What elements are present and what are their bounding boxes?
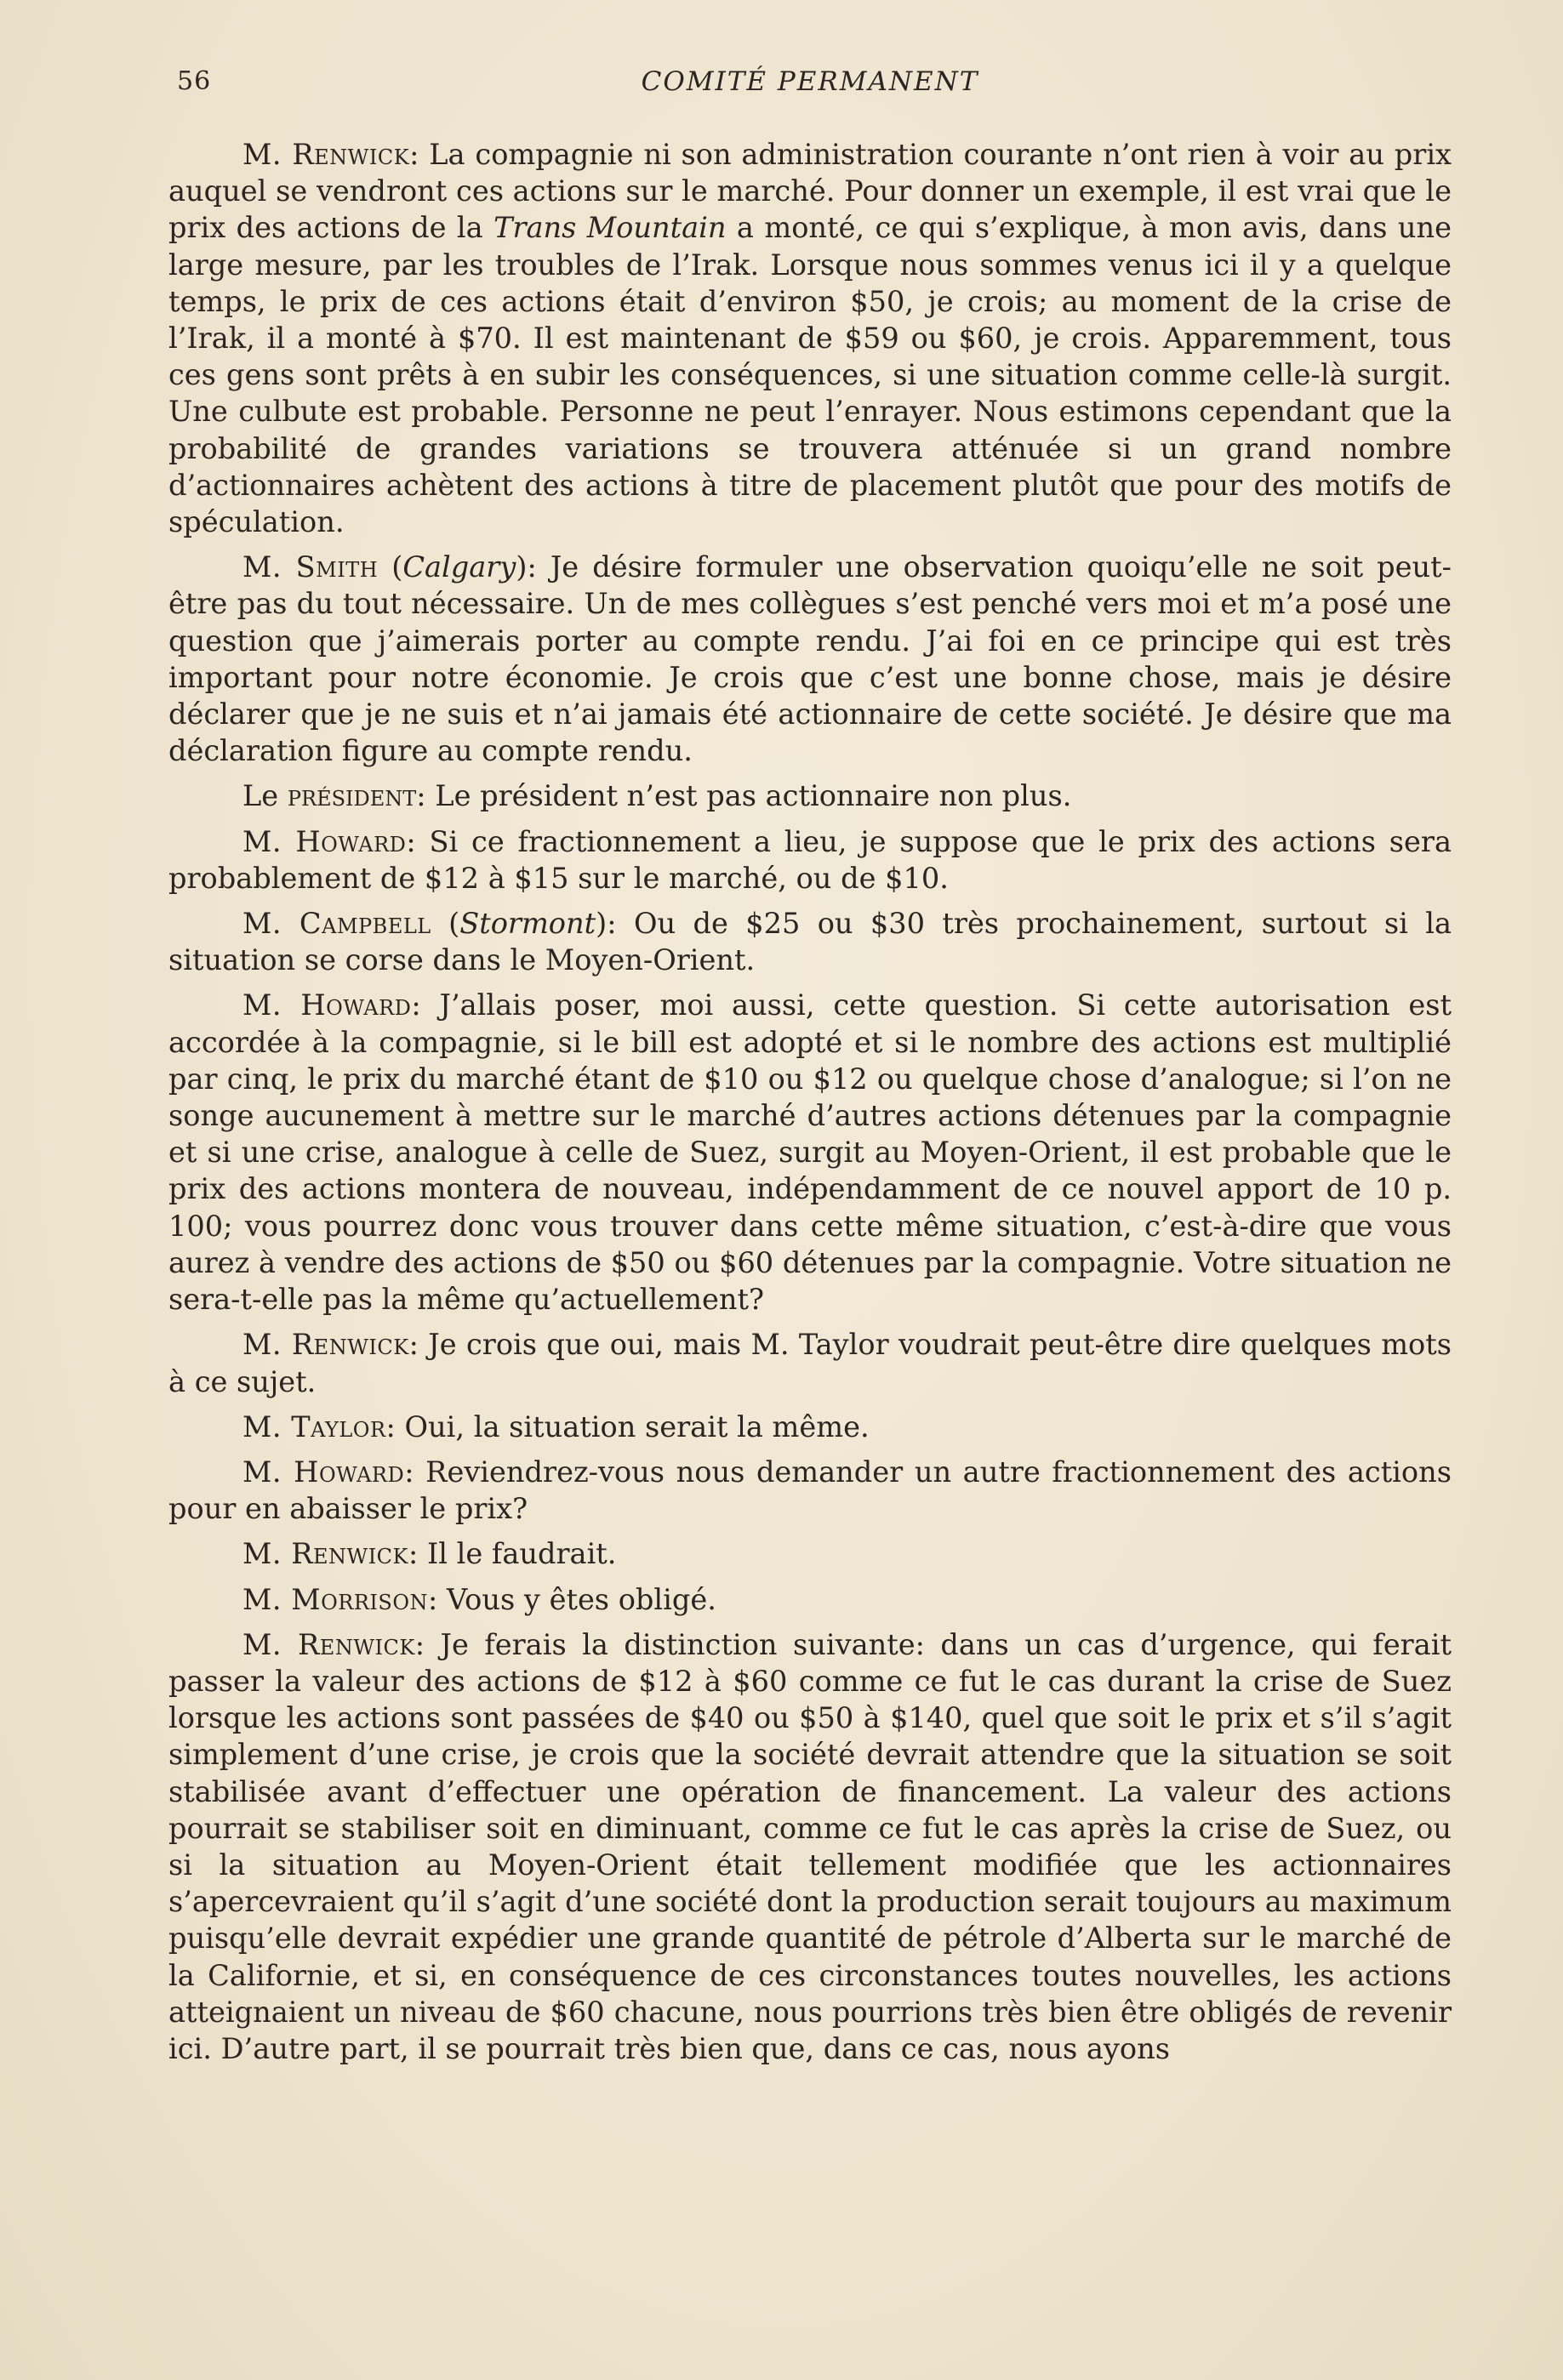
paragraph (168, 136, 1452, 540)
paragraph (168, 1326, 1452, 1399)
paragraph (168, 987, 1452, 1318)
paragraph: M. Campbell (Stormont): Ou de $25 ou $30 très prochainement, surtout si la situation se corse dans le Moyen-Orient. (168, 907, 1452, 977)
paragraph: M. Smith (Calgary): Je désire formuler une observation quoiqu’elle ne soit peut-être pas du tout nécessaire. Un de mes collègues s’est penché vers moi et m’a posé une question que j’aimerais porter au compte rendu. J’ai foi en ce principe qui est très important pour notre économie. Je crois que c’est une bonne chose, mais je désire déclarer que je ne suis et n’ai jamais été actionnaire de cette société. Je désire que ma déclaration figure au compte rendu. (168, 550, 1452, 768)
paragraph (168, 777, 1452, 814)
speaker: M. Howard (242, 988, 412, 1022)
paragraph-text: : Je crois que oui, mais M. Taylor voudrait peut-être dire quelques mots à ce sujet. (168, 1328, 1452, 1398)
paragraph (168, 1409, 1452, 1445)
transcript-body (168, 136, 1452, 2075)
company-name: Trans Mountain (493, 211, 727, 245)
speaker: M. Renwick (242, 1328, 409, 1362)
speaker-prefix: Le (242, 779, 288, 813)
page-header (168, 66, 1452, 109)
speaker: M. Renwick (242, 1537, 408, 1571)
speaker: M. Renwick (242, 138, 410, 171)
paragraph (168, 1535, 1452, 1572)
paragraph-text: : Je ferais la distinction suivante: dans un cas d’urgence, qui ferait passer la valeur des actions de $12 à $60 comme ce fut le cas durant la crise de Suez lorsque les actions sont passées de $40 ou $50 à $140, quel que soit le prix et s’il s’agit simplement d’une crise, je crois que la société devrait attendre que la situation se soit stabilisée avant d’effectuer une opération de financement. La valeur des actions pourrait se stabiliser soit en diminuant, comme ce fut le cas après la crise de Suez, ou si la situation au Moyen-Orient était tellement modifiée que les actionnaires s’apercevraient qu’il s’agit d’une société dont la production serait toujours au maximum puisqu’elle devrait expédier une grande quantité de pétrole d’Alberta sur le marché de la Californie, et si, en conséquence de ces circonstances toutes nouvelles, les actions atteignaient un niveau de $60 chacune, nous pourrions très bien être obligés de revenir ici. D’autre part, il se pourrait très bien que, dans ce cas, nous ayons (168, 1627, 1452, 2065)
paragraph-text: : Il le faudrait. (408, 1537, 617, 1571)
paragraph-text: : Vous y êtes obligé. (428, 1582, 716, 1616)
speaker: M. Smith (242, 550, 379, 584)
speaker: M. Renwick (242, 1627, 415, 1661)
paragraph (168, 823, 1452, 897)
speaker: M. Howard (242, 824, 407, 858)
paragraph-text: : Ou de $25 ou $30 très prochainement, surtout si la situation se corse dans le Moyen-Orient. (168, 907, 1452, 977)
paragraph-text: : Je désire formuler une observation quoiqu’elle ne soit peut-être pas du tout nécessaire. Un de mes collègues s’est penché vers moi et m’a posé une question que j’aimerais porter au compte rendu. J’ai foi en ce principe qui est très important pour notre économie. Je crois que c’est une bonne chose, mais je désire déclarer que je ne suis et n’ai jamais été actionnaire de cette société. Je désire que ma déclaration figure au compte rendu. (168, 550, 1452, 768)
paragraph (168, 1581, 1452, 1618)
riding: Calgary (402, 550, 516, 584)
paragraph-text: : La compagnie ni son administration courante n’ont rien à voir au prix auquel se vendront ces actions sur le marché. Pour donner un exemple, il est vrai que le prix des actions de la (168, 138, 1452, 245)
running-title: COMITÉ PERMANENT (641, 66, 979, 97)
riding: Stormont (459, 907, 596, 941)
page-number: 56 (177, 66, 212, 96)
paragraph-text-continued: a monté, ce qui s’explique, à mon avis, dans une large mesure, par les troubles de l’Irak. Lorsque nous sommes venus ici il y a quelque temps, le prix de ces actions était d’environ $50, je crois; au moment de la crise de l’Irak, il a monté à $70. Il est maintenant de $59 ou $60, je crois. Apparemment, tous ces gens sont prêts à en subir les conséquences, si une situation comme celle-là surgit. Une culbute est probable. Personne ne peut l’enrayer. Nous estimons cependant que la probabilité de grandes variations se trouvera atténuée si un grand nombre d’actionnaires achètent des actions à titre de placement plutôt que pour des motifs de spéculation. (168, 211, 1452, 539)
paragraph (168, 1454, 1452, 1527)
speaker: M. Campbell (242, 907, 431, 941)
speaker: président (287, 779, 417, 813)
speaker: M. Howard (242, 1455, 405, 1489)
paragraph-text: : J’allais poser, moi aussi, cette question. Si cette autorisation est accordée à la compagnie, si le bill est adopté et si le nombre des actions est multiplié par cinq, le prix du marché étant de $10 ou $12 ou quelque chose d’analogue; si l’on ne songe aucunement à mettre sur le marché d’autres actions détenues par la compagnie et si une crise, analogue à celle de Suez, surgit au Moyen-Orient, il est probable que le prix des actions montera de nouveau, indépendamment de ce nouvel apport de 10 p. 100; vous pourrez donc vous trouver dans cette même situation, c’est-à-dire que vous aurez à vendre des actions de $50 ou $60 détenues par la compagnie. Votre situation ne sera-t-elle pas la même qu’actuellement? (168, 988, 1452, 1317)
speaker: M. Taylor (242, 1409, 386, 1443)
paragraph-text: : Si ce fractionnement a lieu, je suppose que le prix des actions sera probablement de $12 à $15 sur le marché, ou de $10. (168, 824, 1452, 895)
paragraph-text: : Reviendrez-vous nous demander un autre fractionnement des actions pour en abaisser le prix? (168, 1455, 1452, 1526)
speaker: M. Morrison (242, 1582, 429, 1616)
paragraph-text: : Oui, la situation serait la même. (385, 1409, 870, 1443)
paragraph (168, 1626, 1452, 2067)
paragraph-text: : Le président n’est pas actionnaire non plus. (416, 779, 1072, 813)
